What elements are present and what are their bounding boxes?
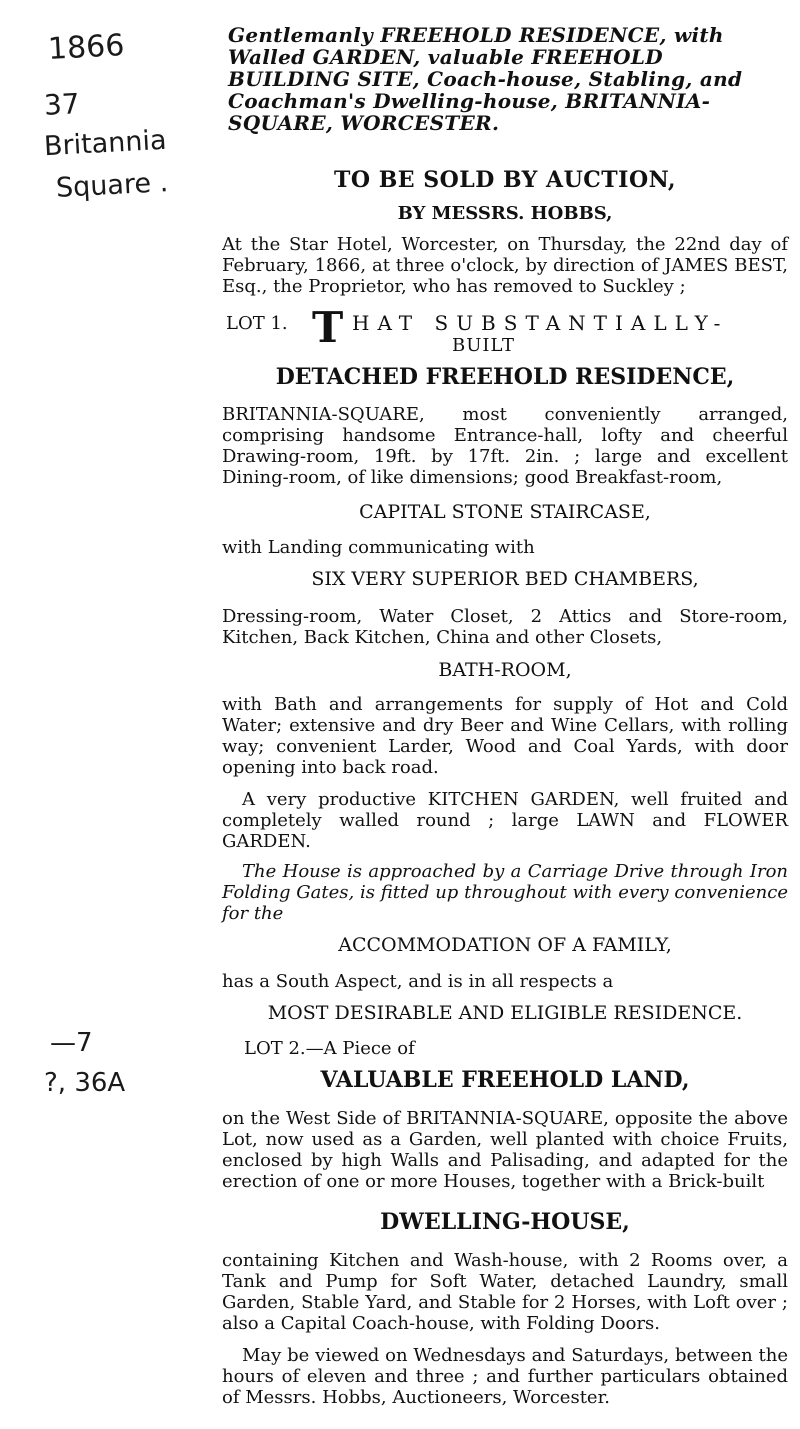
handwritten-dash-note: —7 [50,1028,93,1058]
handwritten-street-note: Britannia [43,124,168,163]
lot1-heading [222,303,788,356]
paragraph-lot2: LOT 2.—A Piece of [244,1038,415,1059]
lot1-heading-text: HAT SUBSTANTIALLY- [352,311,729,335]
paragraph-west-side: on the West Side of BRITANNIA-SQUARE, opposite the above Lot, now used as a Garden, well planted with choice Fruits, enclosed by high Walls and Palisading, and adapted for the erection of one or more Houses, together with a Brick-built [222,1108,788,1192]
handwritten-year-note: 1866 [47,28,126,67]
handwritten-house-number-note: 37 [43,87,81,122]
paragraph-viewing: May be viewed on Wednesdays and Saturdays, between the hours of eleven and three ; and further particulars obtained of Messrs. Hobbs, Auctioneers, Worcester. [222,1345,788,1408]
advert-title: Gentlemanly FREEHOLD RESIDENCE, with Walled GARDEN, valuable FREEHOLD BUILDING SITE, Coach-house, Stabling, and Coachman's Dwelling-house, BRITANNIA-SQUARE, WORCESTER. [228,23,743,135]
handwritten-street-note-line2: Square . [55,167,169,204]
paragraph-kitchen-garden: A very productive KITCHEN GARDEN, well fruited and completely walled round ; large LAWN and FLOWER GARDEN. [222,789,788,852]
heading-dwelling-house: DWELLING-HOUSE, [380,1209,630,1235]
paragraph-britannia-square: BRITANNIA-SQUARE, most conveniently arranged, comprising handsome Entrance-hall, lofty and cheerful Drawing-room, 19ft. by 17ft. 2in. ; large and excellent Dining-room, of like dimensions; good Breakfast-room, [222,404,788,488]
heading-bed-chambers: SIX VERY SUPERIOR BED CHAMBERS, [311,568,699,590]
handwritten-lot2-note: ?, 36A [44,1068,126,1098]
paragraph-bath: with Bath and arrangements for supply of Hot and Cold Water; extensive and dry Beer and Wine Cellars, with rolling way; convenient Larder, Wood and Coal Yards, with door opening into back road. [222,694,788,778]
heading-valuable-land: VALUABLE FREEHOLD LAND, [320,1067,690,1093]
paragraph-containing: containing Kitchen and Wash-house, with 2 Rooms over, a Tank and Pump for Soft Water, detached Laundry, small Garden, Stable Yard, and Stable for 2 Horses, with Loft over ; also a Capital Coach-house, with Folding Doors. [222,1250,788,1334]
heading-bath-room: BATH-ROOM, [438,659,572,681]
lot1-drop-cap: T [312,303,344,352]
paragraph-dressing-room: Dressing-room, Water Closet, 2 Attics and Store-room, Kitchen, Back Kitchen, China and other Closets, [222,606,788,648]
heading-eligible-residence: MOST DESIRABLE AND ELIGIBLE RESIDENCE. [267,1002,743,1024]
lot1-label: LOT 1. [226,313,288,334]
paragraph-landing: with Landing communicating with [222,537,535,558]
lot1-built-text: BUILT [452,335,515,356]
heading-detached-residence: DETACHED FREEHOLD RESIDENCE, [275,364,735,390]
advertisement-column [222,0,788,1429]
paragraph-intro: At the Star Hotel, Worcester, on Thursday, the 22nd day of February, 1866, at three o'clock, by direction of JAMES BEST, Esq., the Proprietor, who has removed to Suckley ; [222,234,788,297]
heading-auctioneers: BY MESSRS. HOBBS, [397,203,613,224]
heading-staircase: CAPITAL STONE STAIRCASE, [359,501,651,523]
paragraph-south-aspect: has a South Aspect, and is in all respects a [222,971,614,992]
heading-accommodation: ACCOMMODATION OF A FAMILY, [338,934,672,956]
paragraph-carriage-drive: The House is approached by a Carriage Drive through Iron Folding Gates, is fitted up throughout with every convenience for the [222,861,788,924]
heading-auction: TO BE SOLD BY AUCTION, [334,167,676,193]
